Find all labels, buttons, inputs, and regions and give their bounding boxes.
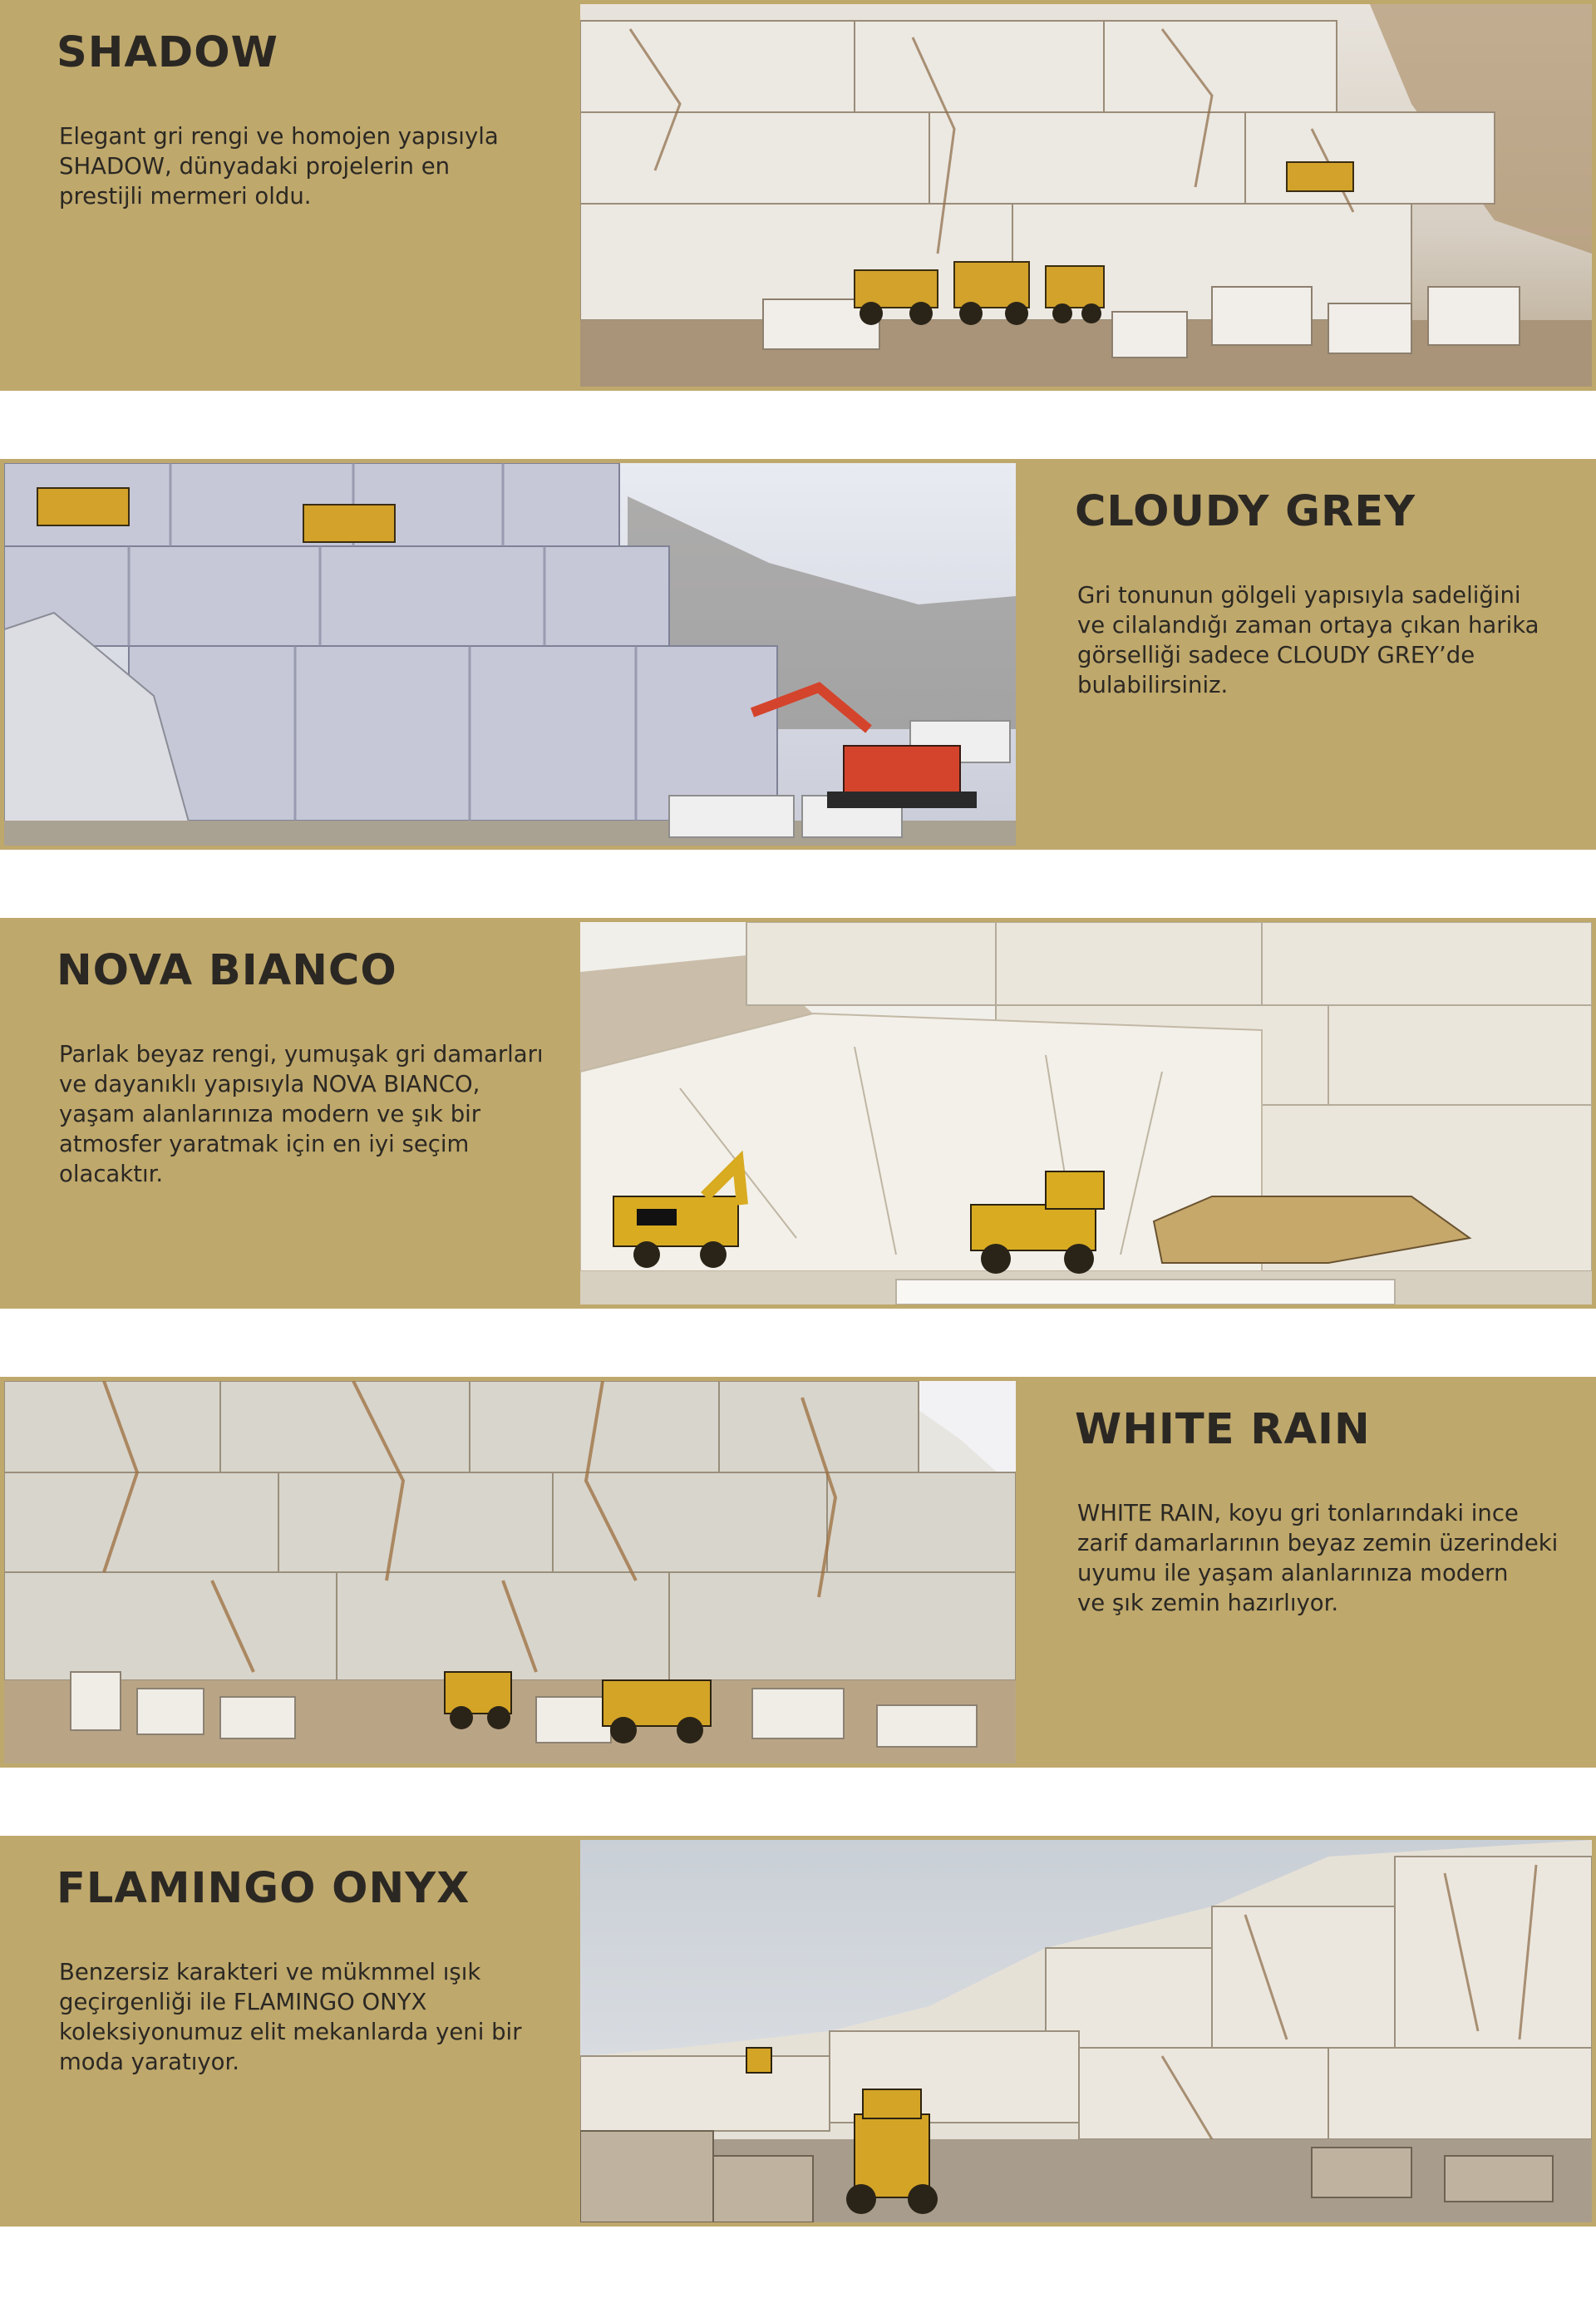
marble-title: SHADOW (57, 28, 278, 77)
marble-title: WHITE RAIN (1075, 1405, 1371, 1454)
quarry-photo-nova-bianco (580, 922, 1592, 1304)
marble-section-white-rain (0, 1377, 1596, 1768)
quarry-photo-cloudy-grey (4, 463, 1016, 846)
marble-description: Parlak beyaz rengi, yumuşak gri damarları ve dayanıklı yapısıyla NOVA BIANCO, yaşam alanlarınıza modern ve şık bir atmosfer yaratmak için en iyi seçim olacaktır. (59, 1041, 544, 1187)
quarry-photo-shadow (580, 4, 1592, 387)
marble-title: NOVA BIANCO (57, 946, 397, 995)
marble-description: Benzersiz karakteri ve mükmmel ışık geçirgenliği ile FLAMINGO ONYX koleksiyonumuz elit mekanlarda yeni bir moda yaratıyor. (59, 1959, 522, 2075)
marble-description: WHITE RAIN, koyu gri tonlarındaki ince zarif damarlarının beyaz zemin üzerindeki uyumu ile yaşam alanlarınıza modern ve şık zemin hazırlıyor. (1077, 1500, 1559, 1616)
marble-section-nova-bianco (0, 918, 1596, 1309)
quarry-photo-flamingo-onyx (580, 1840, 1592, 2222)
marble-section-shadow (0, 0, 1596, 391)
marble-section-flamingo-onyx (0, 1836, 1596, 2227)
marble-title: CLOUDY GREY (1075, 487, 1416, 536)
marble-description: Gri tonunun gölgeli yapısıyla sadeliğini ve cilalandığı zaman ortaya çıkan harika görselliği sadece CLOUDY GREY’de bulabilirsiniz. (1077, 582, 1539, 698)
quarry-photo-white-rain (4, 1381, 1016, 1763)
marble-section-cloudy-grey (0, 459, 1596, 850)
marble-title: FLAMINGO ONYX (57, 1864, 470, 1913)
marble-description: Elegant gri rengi ve homojen yapısıyla SHADOW, dünyadaki projelerin en prestijli mermeri oldu. (59, 123, 499, 210)
